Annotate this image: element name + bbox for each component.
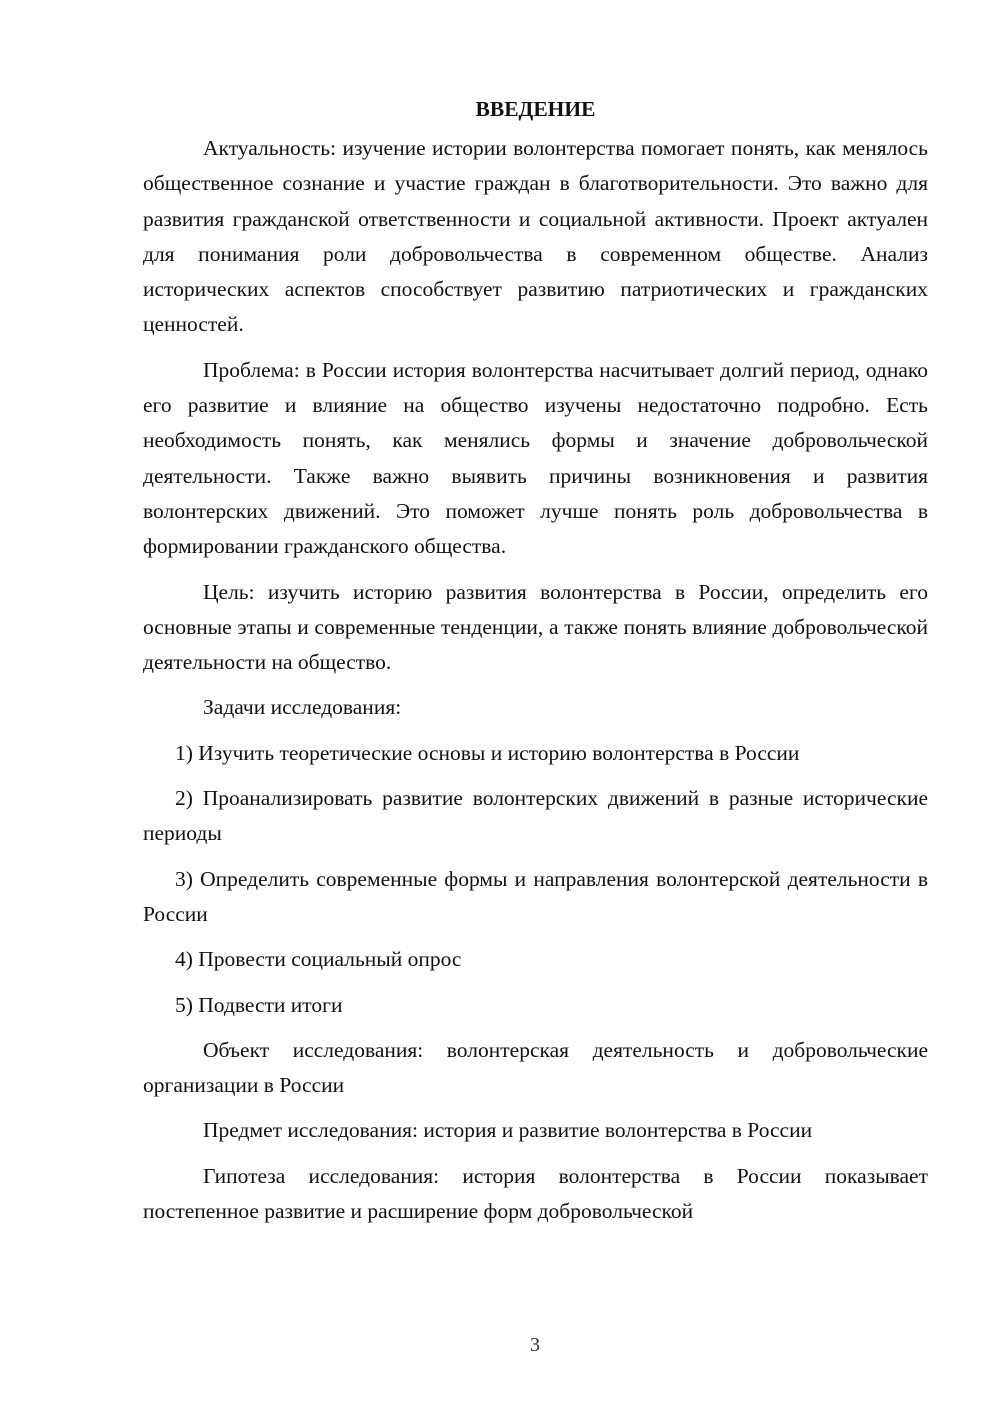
task-item-2: 2) Проанализировать развитие волонтерских движений в разные исторические периоды: [143, 786, 928, 846]
task-item-3: 3) Определить современные формы и направления волонтерской деятельности в России: [143, 866, 928, 926]
tasks-heading: Задачи исследования:: [203, 695, 402, 720]
page-number: 3: [530, 1334, 540, 1356]
paragraph-goal: Цель: изучить историю развития волонтерства в России, определить его основные этапы и современные тенденции, а также понять влияние добровольческой деятельности на общество.: [143, 579, 928, 675]
paragraph-hypothesis: Гипотеза исследования: история волонтерства в России показывает постепенное развитие и расширение форм добровольческой: [143, 1163, 928, 1224]
task-item-5: 5) Подвести итоги: [175, 992, 343, 1017]
page-content: [143, 92, 928, 1229]
task-item-1: 1) Изучить теоретические основы и историю волонтерства в России: [175, 740, 800, 765]
section-heading: ВВЕДЕНИЕ: [475, 97, 596, 121]
paragraph-relevance: Актуальность: изучение истории волонтерства помогает понять, как менялось общественное сознание и участие граждан в благотворительности. Это важно для развития гражданской ответственности и социальной активности. Проект актуален для понимания роли добровольчества в современном обществе. Анализ исторических аспектов способствует развитию патриотических и гражданских ценностей.: [143, 136, 928, 337]
task-item-4: 4) Провести социальный опрос: [175, 947, 462, 972]
paragraph-subject: Предмет исследования: история и развитие волонтерства в России: [203, 1118, 813, 1143]
paragraph-object: Объект исследования: волонтерская деятельность и добровольческие организации в России: [143, 1037, 928, 1098]
paragraph-problem: Проблема: в России история волонтерства насчитывает долгий период, однако его развитие и влияние на общество изучены недостаточно подробно. Есть необходимость понять, как менялись формы и значение добровольческой деятельности. Также важно выявить причины возникновения и развития волонтерских движений. Это поможет лучше понять роль добровольчества в формировании гражданского общества.: [143, 357, 928, 559]
